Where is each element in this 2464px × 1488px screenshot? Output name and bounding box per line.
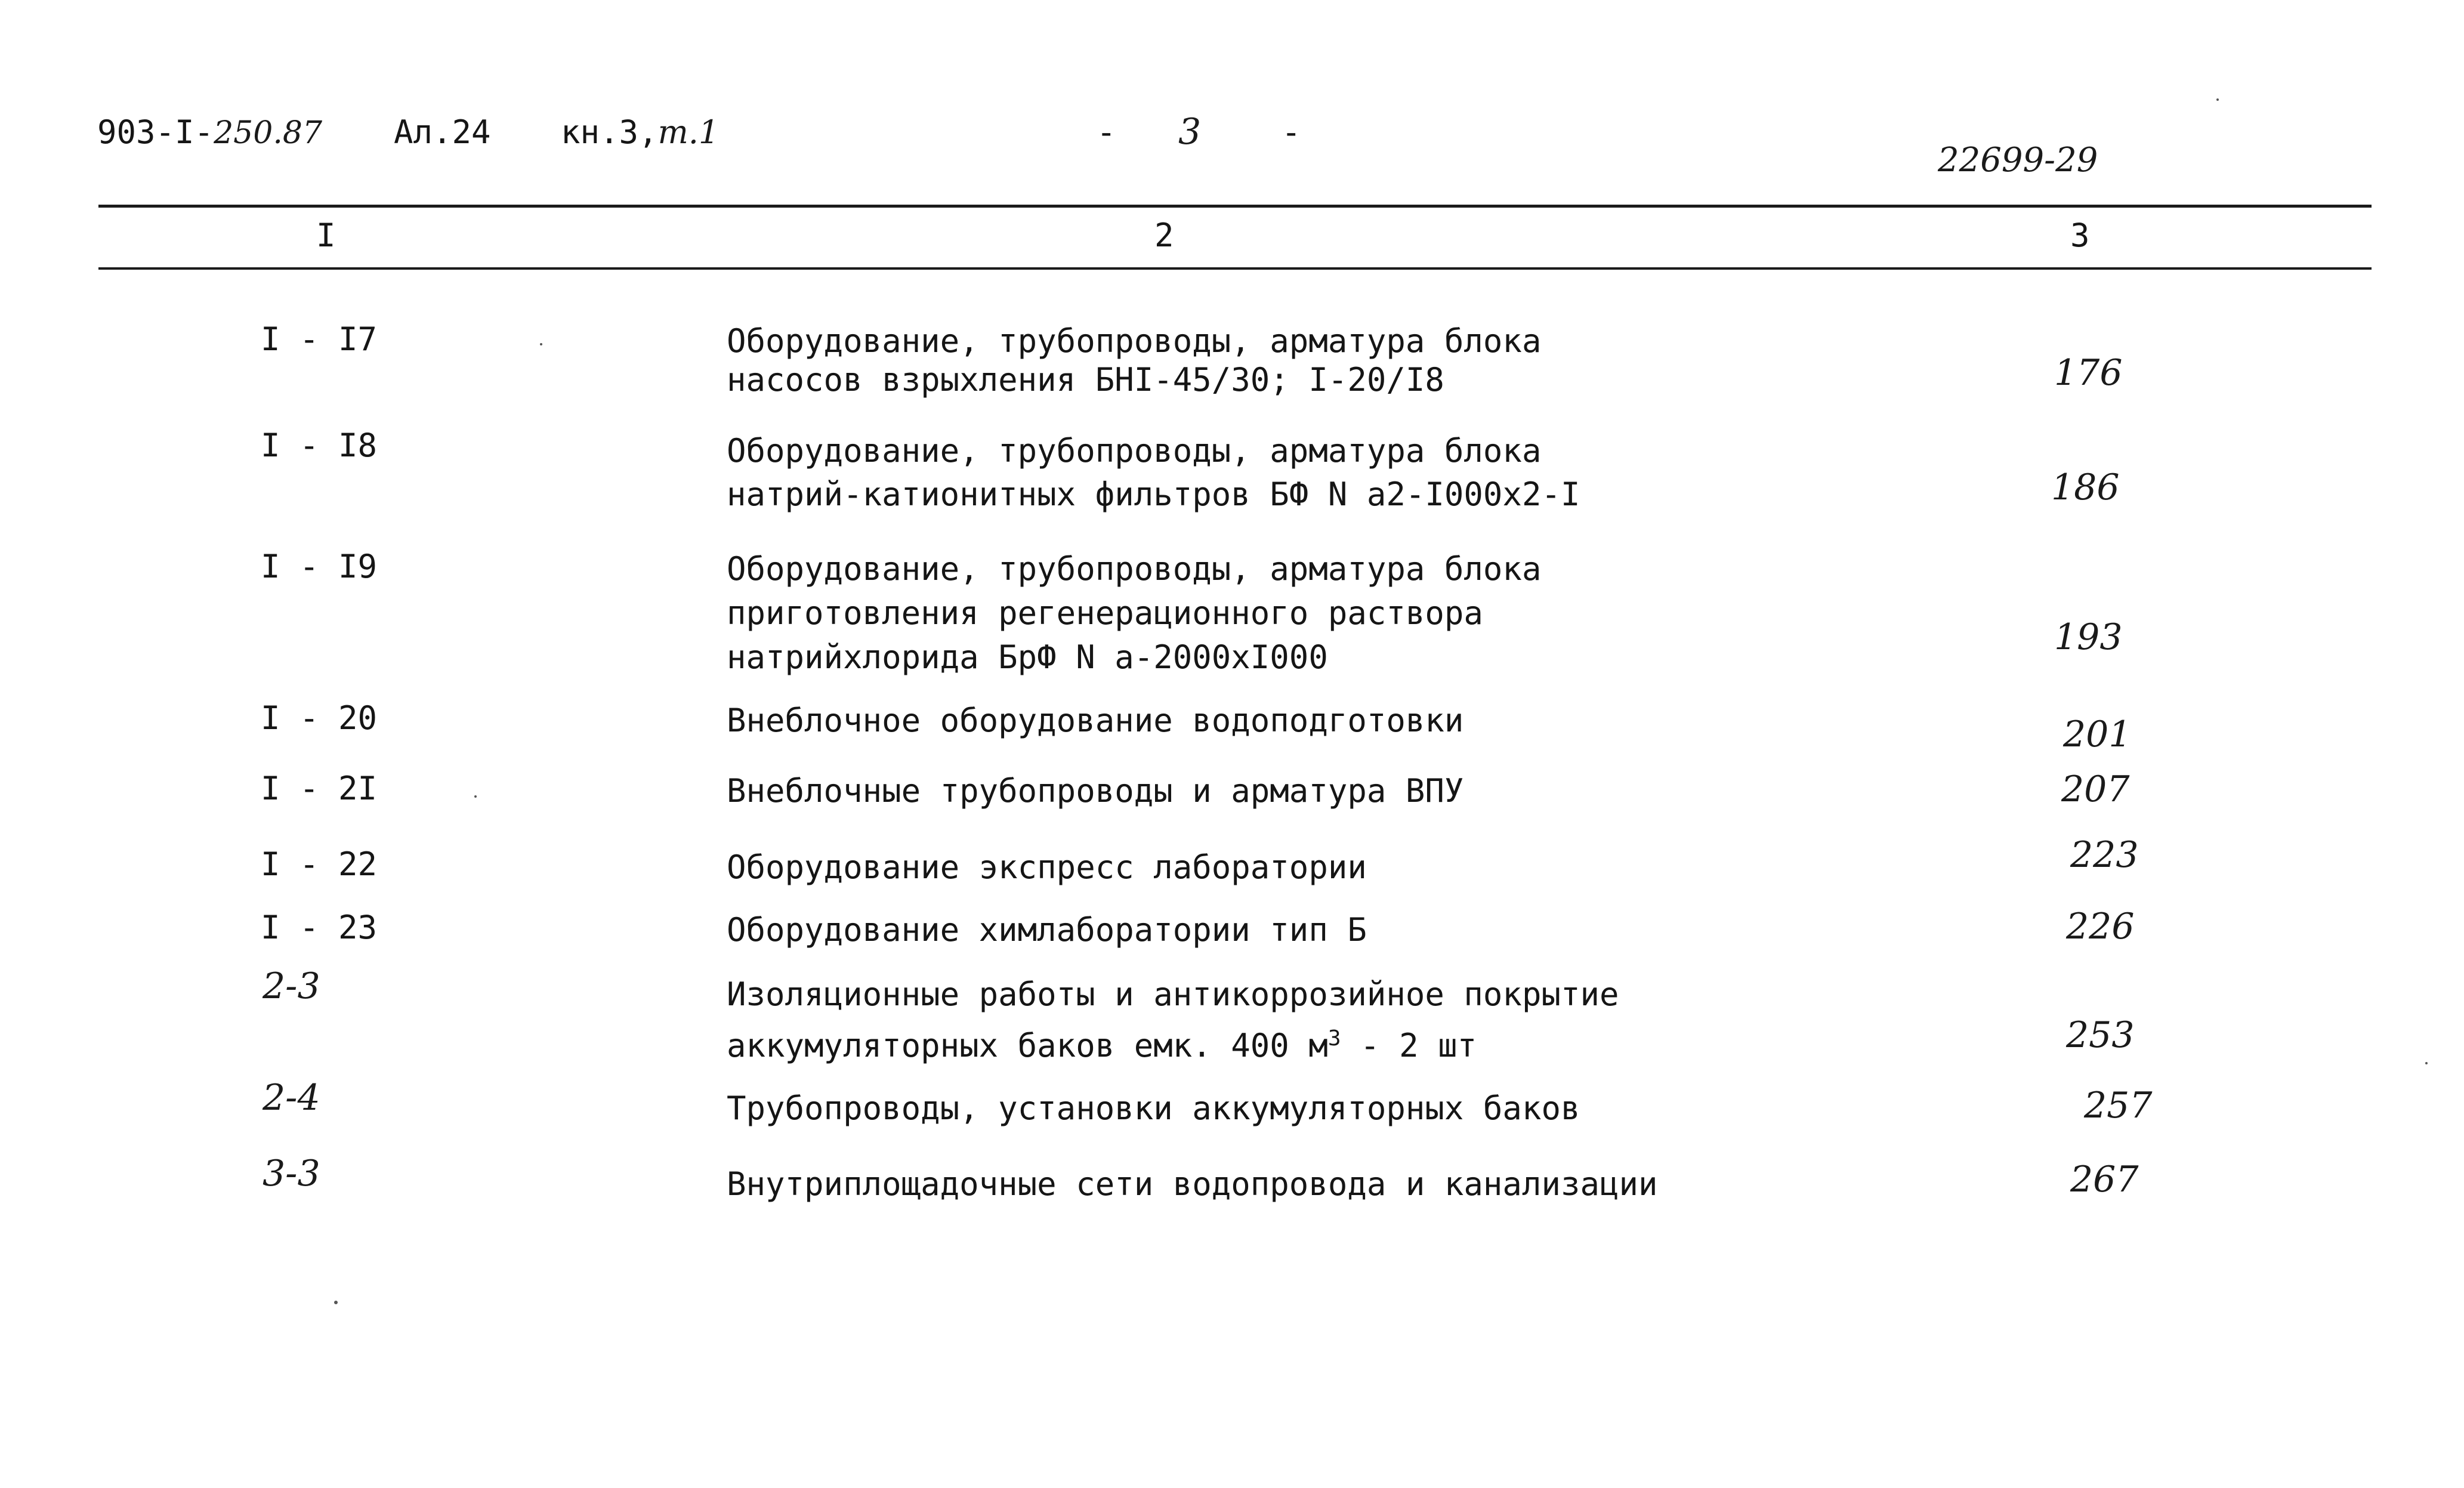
table-header-rule	[98, 267, 2372, 270]
page-dash-right: -	[1282, 113, 1301, 151]
album-number: Ал.24	[394, 113, 491, 151]
row-code: I - I9	[261, 548, 378, 585]
scan-speck	[474, 795, 477, 798]
row-title-line: Внеблочное оборудование водоподготовки	[727, 702, 1464, 739]
volume-handwritten: т.1	[657, 113, 720, 151]
page-dash-left: -	[1097, 113, 1116, 151]
row-title-line: насосов взрыхления БНI-45/30; I-20/I8	[727, 361, 1444, 399]
table-top-rule	[98, 205, 2372, 208]
row-code: I - I7	[261, 320, 378, 358]
row-title-line: натрий-катионитных фильтров БФ N а2-I000х2-I	[727, 476, 1580, 513]
row-page: 226	[2066, 906, 2135, 947]
row-code: I - 23	[261, 909, 378, 946]
document-code-handwritten: 250.87	[214, 115, 323, 151]
row-page: 253	[2066, 1014, 2135, 1056]
row-page: 257	[2084, 1085, 2153, 1126]
row-title-line: Трубопроводы, установки аккумуляторных баков	[727, 1089, 1580, 1127]
row-title-line: Оборудование, трубопроводы, арматура блока	[727, 550, 1542, 588]
row-page: 267	[2070, 1159, 2139, 1200]
row-title-line: Оборудование химлаборатории тип Б	[727, 911, 1367, 949]
scan-speck	[334, 1301, 338, 1304]
document-code	[97, 113, 322, 151]
page-number: 3	[1178, 111, 1202, 153]
row-title-line: Оборудование, трубопроводы, арматура блока	[727, 432, 1542, 470]
row-title-suffix: - 2 шт	[1341, 1027, 1477, 1064]
scan-speck	[540, 343, 542, 345]
column-header-2: 2	[1154, 217, 1174, 254]
row-title-line: Оборудование, трубопроводы, арматура блока	[727, 322, 1542, 360]
document-code-printed: 903-I-	[97, 113, 214, 151]
row-code-handwritten: 2-3	[263, 965, 320, 1007]
row-page: 207	[2061, 768, 2130, 810]
row-page: 193	[2054, 616, 2123, 658]
row-code-handwritten: 2-4	[263, 1077, 320, 1119]
book-printed: кн.3,	[561, 113, 658, 151]
row-page: 223	[2070, 834, 2139, 876]
row-code: I - 2I	[261, 770, 378, 807]
row-title-line-with-unit	[727, 1026, 1477, 1064]
column-header-1: I	[316, 217, 336, 254]
inventory-number: 22699-29	[1938, 141, 2098, 180]
row-code: I - 22	[261, 845, 378, 883]
row-title-line: Внутриплощадочные сети водопровода и канализации	[727, 1165, 1658, 1203]
row-code: I - I8	[261, 427, 378, 464]
row-title-line: Оборудование экспресс лаборатории	[727, 848, 1367, 886]
row-code-handwritten: 3-3	[263, 1153, 320, 1194]
row-title-line: натрийхлорида БрФ N а-2000хI000	[727, 638, 1328, 676]
row-page: 176	[2054, 352, 2123, 394]
row-title-line: Изоляционные работы и антикоррозийное покрытие	[727, 975, 1619, 1013]
row-page: 186	[2051, 467, 2120, 508]
scan-speck	[2216, 98, 2219, 101]
row-code: I - 20	[261, 699, 378, 737]
scan-speck	[2425, 1062, 2428, 1064]
column-header-3: 3	[2070, 217, 2090, 254]
book-volume	[561, 113, 719, 151]
row-title-text: аккумуляторных баков емк. 400 м	[727, 1027, 1328, 1064]
unit-superscript: 3	[1327, 1026, 1341, 1051]
row-title-line: Внеблочные трубопроводы и арматура ВПУ	[727, 772, 1464, 810]
row-title-line: приготовления регенерационного раствора	[727, 594, 1483, 632]
row-page: 201	[2063, 714, 2132, 755]
